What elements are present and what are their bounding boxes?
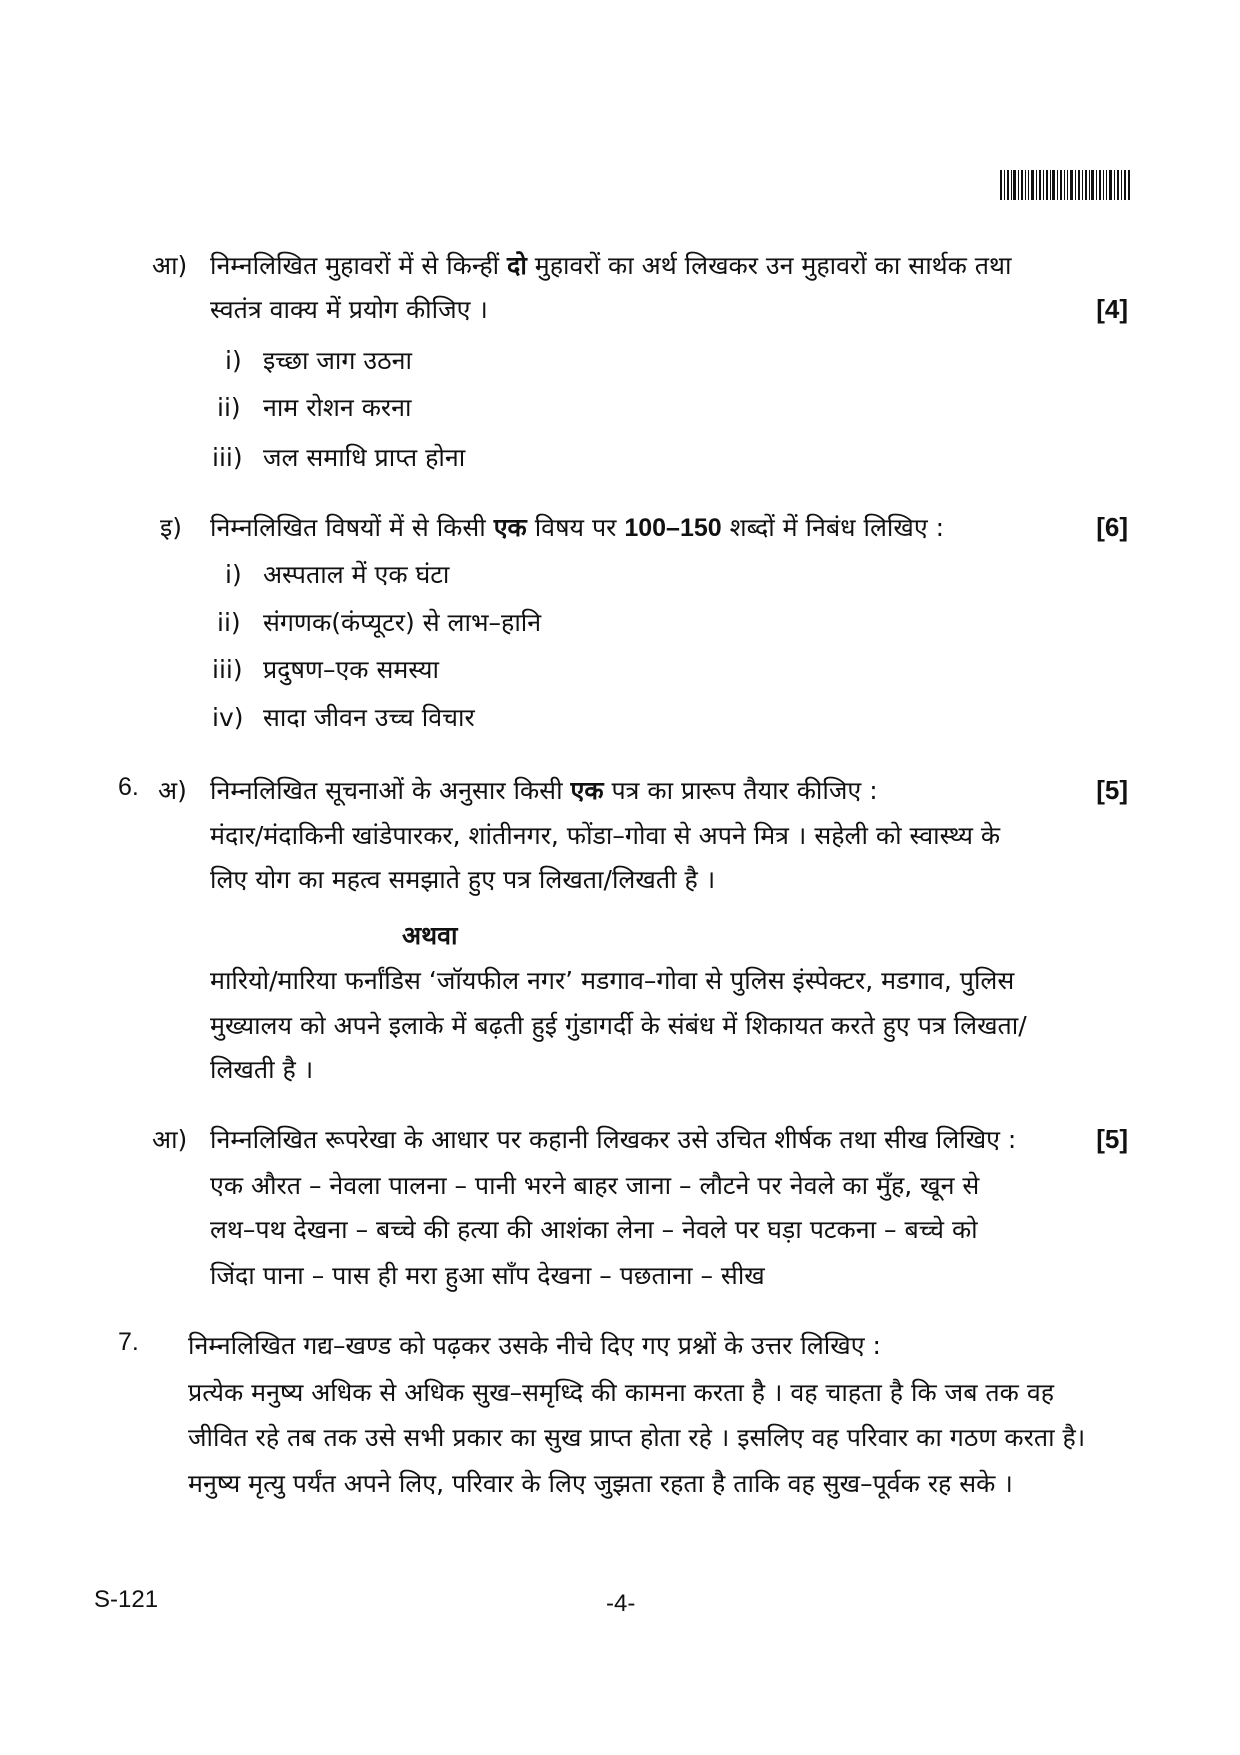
q6-a-alt-line1: मारियो/मारिया फर्नांडिस ‘जॉयफील नगर’ मडगाव–गोवा से पुलिस इंस्पेक्टर, मडगाव, पुलिस bbox=[210, 966, 1015, 995]
list-item: iv) सादा जीवन उच्च विचार bbox=[212, 703, 475, 732]
q5-i-marks: [6] bbox=[1096, 512, 1128, 542]
q5-i-instruction: निम्नलिखित विषयों में से किसी एक विषय पर 100–150 शब्दों में निबंध लिखिए : bbox=[210, 513, 945, 542]
q6-number: 6. bbox=[118, 773, 139, 801]
q6-a-marks: [5] bbox=[1096, 775, 1128, 805]
q5-aa-marks: [4] bbox=[1096, 294, 1128, 324]
q6-a-alt-line2: मुख्यालय को अपने इलाके में बढ़ती हुई गुंडागर्दी के संबंध में शिकायत करते हुए पत्र लिखता/ bbox=[210, 1011, 1027, 1040]
q5-aa-instruction-line1: निम्नलिखित मुहावरों में से किन्हीं दो मुहावरों का अर्थ लिखकर उन मुहावरों का सार्थक तथा bbox=[210, 251, 1012, 280]
q7-passage-line1: प्रत्येक मनुष्य अधिक से अधिक सुख–समृध्दि की कामना करता है । वह चाहता है कि जब तक वह bbox=[188, 1378, 1054, 1407]
q6-a-para-line2: लिए योग का महत्व समझाते हुए पत्र लिखता/लिखती है । bbox=[210, 865, 716, 894]
q6-aa-outline-line3: जिंदा पाना – पास ही मरा हुआ साँप देखना – पछताना – सीख bbox=[210, 1261, 765, 1290]
q7-passage-line3: मनुष्य मृत्यु पर्यंत अपने लिए, परिवार के लिए जुझता रहता है ताकि वह सुख–पूर्वक रह सके । bbox=[188, 1469, 1013, 1498]
page-number: -4- bbox=[606, 1590, 636, 1617]
q6-a-para-line1: मंदार/मंदाकिनी खांडेपारकर, शांतीनगर, फोंडा–गोवा से अपने मित्र । सहेली को स्वास्थ्य के bbox=[210, 821, 1001, 850]
q6-aa-instruction: निम्नलिखित रूपरेखा के आधार पर कहानी लिखकर उसे उचित शीर्षक तथा सीख लिखिए : bbox=[210, 1125, 1017, 1154]
q6-aa-outline-line1: एक औरत – नेवला पालना – पानी भरने बाहर जाना – लौटने पर नेवले का मुँह, खून से bbox=[210, 1171, 980, 1200]
q7-passage-line2: जीवित रहे तब तक उसे सभी प्रकार का सुख प्राप्त होता रहे । इसलिए वह परिवार का गठण करता है। bbox=[188, 1423, 1086, 1452]
barcode-image bbox=[1000, 170, 1130, 200]
q7-instruction: निम्नलिखित गद्य–खण्ड को पढ़कर उसके नीचे दिए गए प्रश्नों के उत्तर लिखिए : bbox=[188, 1331, 881, 1360]
or-heading: अथवा bbox=[402, 921, 458, 950]
paper-code: S-121 bbox=[94, 1586, 159, 1613]
list-item: iii) प्रदुषण–एक समस्या bbox=[212, 655, 440, 684]
list-item: iii) जल समाधि प्राप्त होना bbox=[212, 443, 466, 472]
q6-aa-outline-line2: लथ–पथ देखना – बच्चे की हत्या की आशंका लेना – नेवले पर घड़ा पटकना – बच्चे को bbox=[210, 1215, 978, 1244]
list-item: ii) संगणक(कंप्यूटर) से लाभ–हानि bbox=[217, 608, 542, 637]
q7-number: 7. bbox=[118, 1328, 139, 1356]
q5-i-label: इ) bbox=[160, 513, 183, 542]
list-item: i) अस्पताल में एक घंटा bbox=[225, 560, 450, 589]
list-item: i) इच्छा जाग उठना bbox=[225, 346, 412, 375]
q6-aa-marks: [5] bbox=[1096, 1124, 1128, 1154]
q6-a-alt-line3: लिखती है । bbox=[210, 1055, 314, 1084]
q6-aa-label: आ) bbox=[152, 1125, 188, 1154]
q5-aa-instruction-line2: स्वतंत्र वाक्य में प्रयोग कीजिए । bbox=[210, 295, 488, 324]
q6-a-instruction: निम्नलिखित सूचनाओं के अनुसार किसी एक पत्र का प्रारूप तैयार कीजिए : bbox=[210, 776, 878, 805]
q5-aa-label: आ) bbox=[152, 251, 188, 280]
q6-a-label: अ) bbox=[158, 776, 187, 805]
list-item: ii) नाम रोशन करना bbox=[217, 393, 412, 422]
